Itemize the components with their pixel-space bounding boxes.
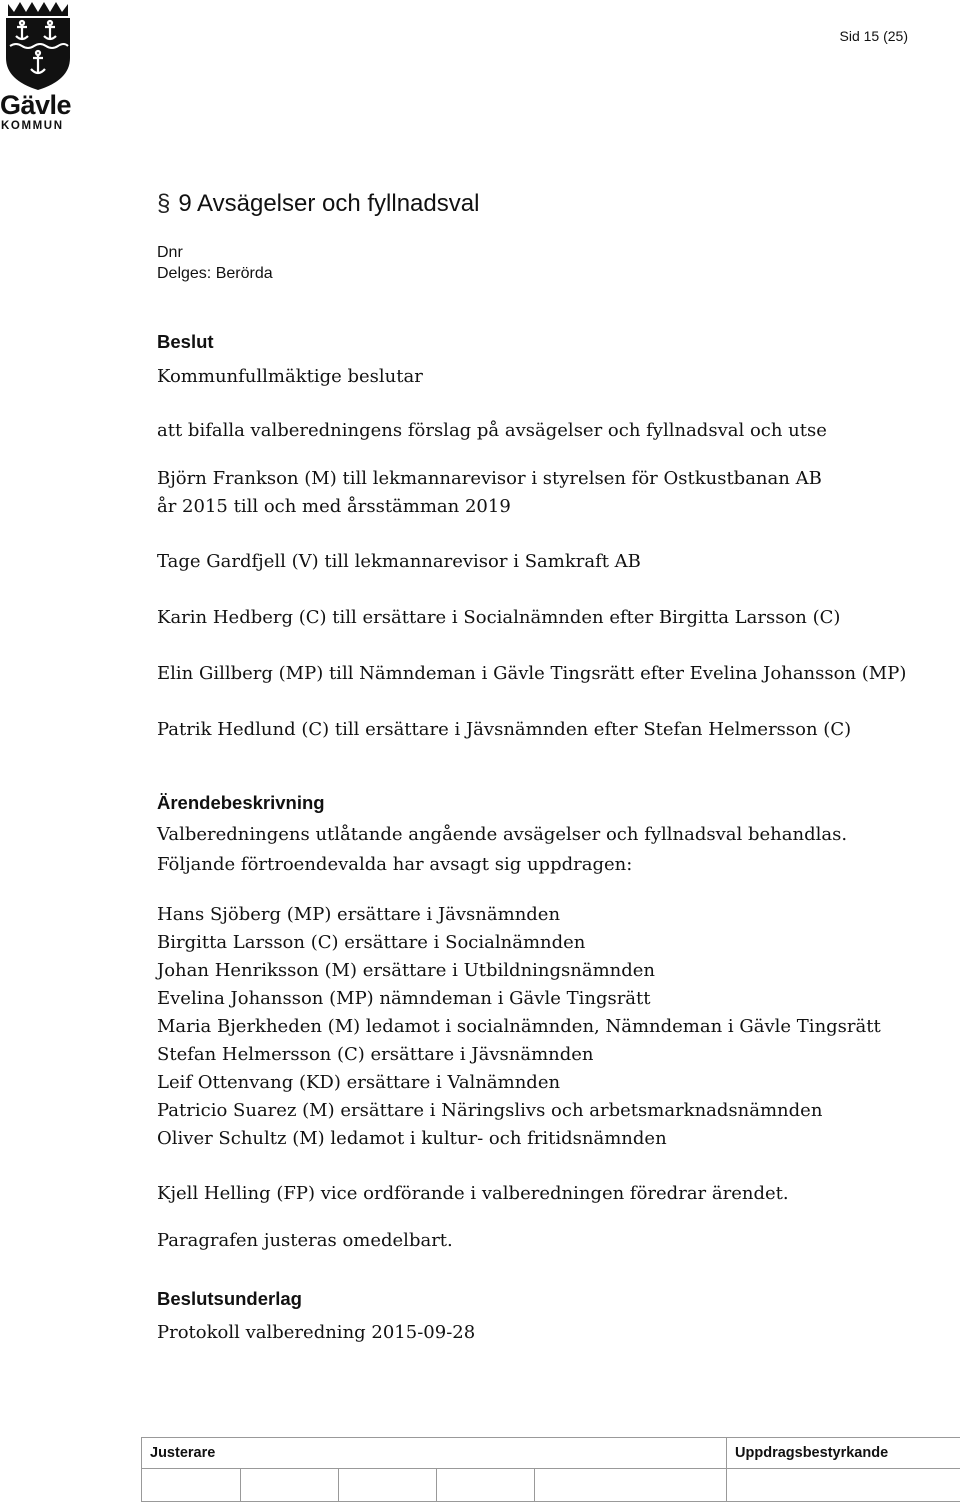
beslutsunderlag-item: Protokoll valberedning 2015-09-28 xyxy=(157,1322,476,1343)
beslutsunderlag-heading: Beslutsunderlag xyxy=(157,1288,302,1309)
signature-cell[interactable] xyxy=(142,1469,241,1502)
logo-subtitle: KOMMUN xyxy=(1,120,64,132)
delges-label: Delges: Berörda xyxy=(157,265,273,282)
section-title xyxy=(157,190,479,218)
list-item: Evelina Johansson (MP) nämndeman i Gävle Tingsrätt xyxy=(157,988,651,1009)
resigned-list xyxy=(157,901,881,1153)
coat-of-arms-icon xyxy=(0,0,80,95)
arendebeskrivning-heading: Ärendebeskrivning xyxy=(157,792,325,813)
beslut-item: Karin Hedberg (C) till ersättare i Socialnämnden efter Birgitta Larsson (C) xyxy=(157,607,841,628)
beslut-item: Björn Frankson (M) till lekmannarevisor i styrelsen för Ostkustbanan AB xyxy=(157,468,822,489)
list-item: Leif Ottenvang (KD) ersättare i Valnämnden xyxy=(157,1072,561,1093)
list-item: Patricio Suarez (M) ersättare i Näringslivs och arbetsmarknadsnämnden xyxy=(157,1100,823,1121)
list-item: Johan Henriksson (M) ersättare i Utbildningsnämnden xyxy=(157,960,656,981)
list-item: Maria Bjerkheden (M) ledamot i socialnämnden, Nämndeman i Gävle Tingsrätt xyxy=(157,1016,881,1037)
list-item: Oliver Schultz (M) ledamot i kultur- och fritidsnämnden xyxy=(157,1128,667,1149)
beslut-item: Elin Gillberg (MP) till Nämndeman i Gävle Tingsrätt efter Evelina Johansson (MP) xyxy=(157,663,907,684)
signature-cell[interactable] xyxy=(727,1469,960,1502)
uppdragsbestyrkande-label: Uppdragsbestyrkande xyxy=(727,1438,960,1469)
beslut-intro: Kommunfullmäktige beslutar xyxy=(157,366,423,387)
beslut-item: Tage Gardfjell (V) till lekmannarevisor i Samkraft AB xyxy=(157,551,641,572)
page-number: Sid 15 (25) xyxy=(839,28,908,44)
list-item: Hans Sjöberg (MP) ersättare i Jävsnämnden xyxy=(157,904,561,925)
section-title-text: 9 Avsägelser och fyllnadsval xyxy=(178,190,480,217)
beslut-heading: Beslut xyxy=(157,331,214,352)
signature-cell[interactable] xyxy=(535,1469,727,1502)
list-item: Stefan Helmersson (C) ersättare i Jävsnämnden xyxy=(157,1044,594,1065)
arende-line: Valberedningens utlåtande angående avsägelser och fyllnadsval behandlas. xyxy=(157,824,848,845)
arende-line: Följande förtroendevalda har avsagt sig uppdragen: xyxy=(157,854,633,875)
signature-cell[interactable] xyxy=(437,1469,535,1502)
beslut-item: Patrik Hedlund (C) till ersättare i Jävsnämnden efter Stefan Helmersson (C) xyxy=(157,719,852,740)
logo-wordmark: Gävle xyxy=(0,90,72,120)
list-item: Birgitta Larsson (C) ersättare i Socialnämnden xyxy=(157,932,586,953)
presenter-line: Kjell Helling (FP) vice ordförande i valberedningen föredrar ärendet. xyxy=(157,1183,789,1204)
justerare-label: Justerare xyxy=(142,1438,727,1469)
justering-line: Paragrafen justeras omedelbart. xyxy=(157,1230,453,1251)
beslut-item: år 2015 till och med årsstämman 2019 xyxy=(157,496,511,517)
dnr-label: Dnr xyxy=(157,244,183,261)
paragraph-symbol: § xyxy=(157,190,171,217)
signature-cell[interactable] xyxy=(339,1469,437,1502)
beslut-att: att bifalla valberedningens förslag på avsägelser och fyllnadsval och utse xyxy=(157,420,827,441)
signature-table xyxy=(141,1437,960,1502)
signature-cell[interactable] xyxy=(241,1469,339,1502)
